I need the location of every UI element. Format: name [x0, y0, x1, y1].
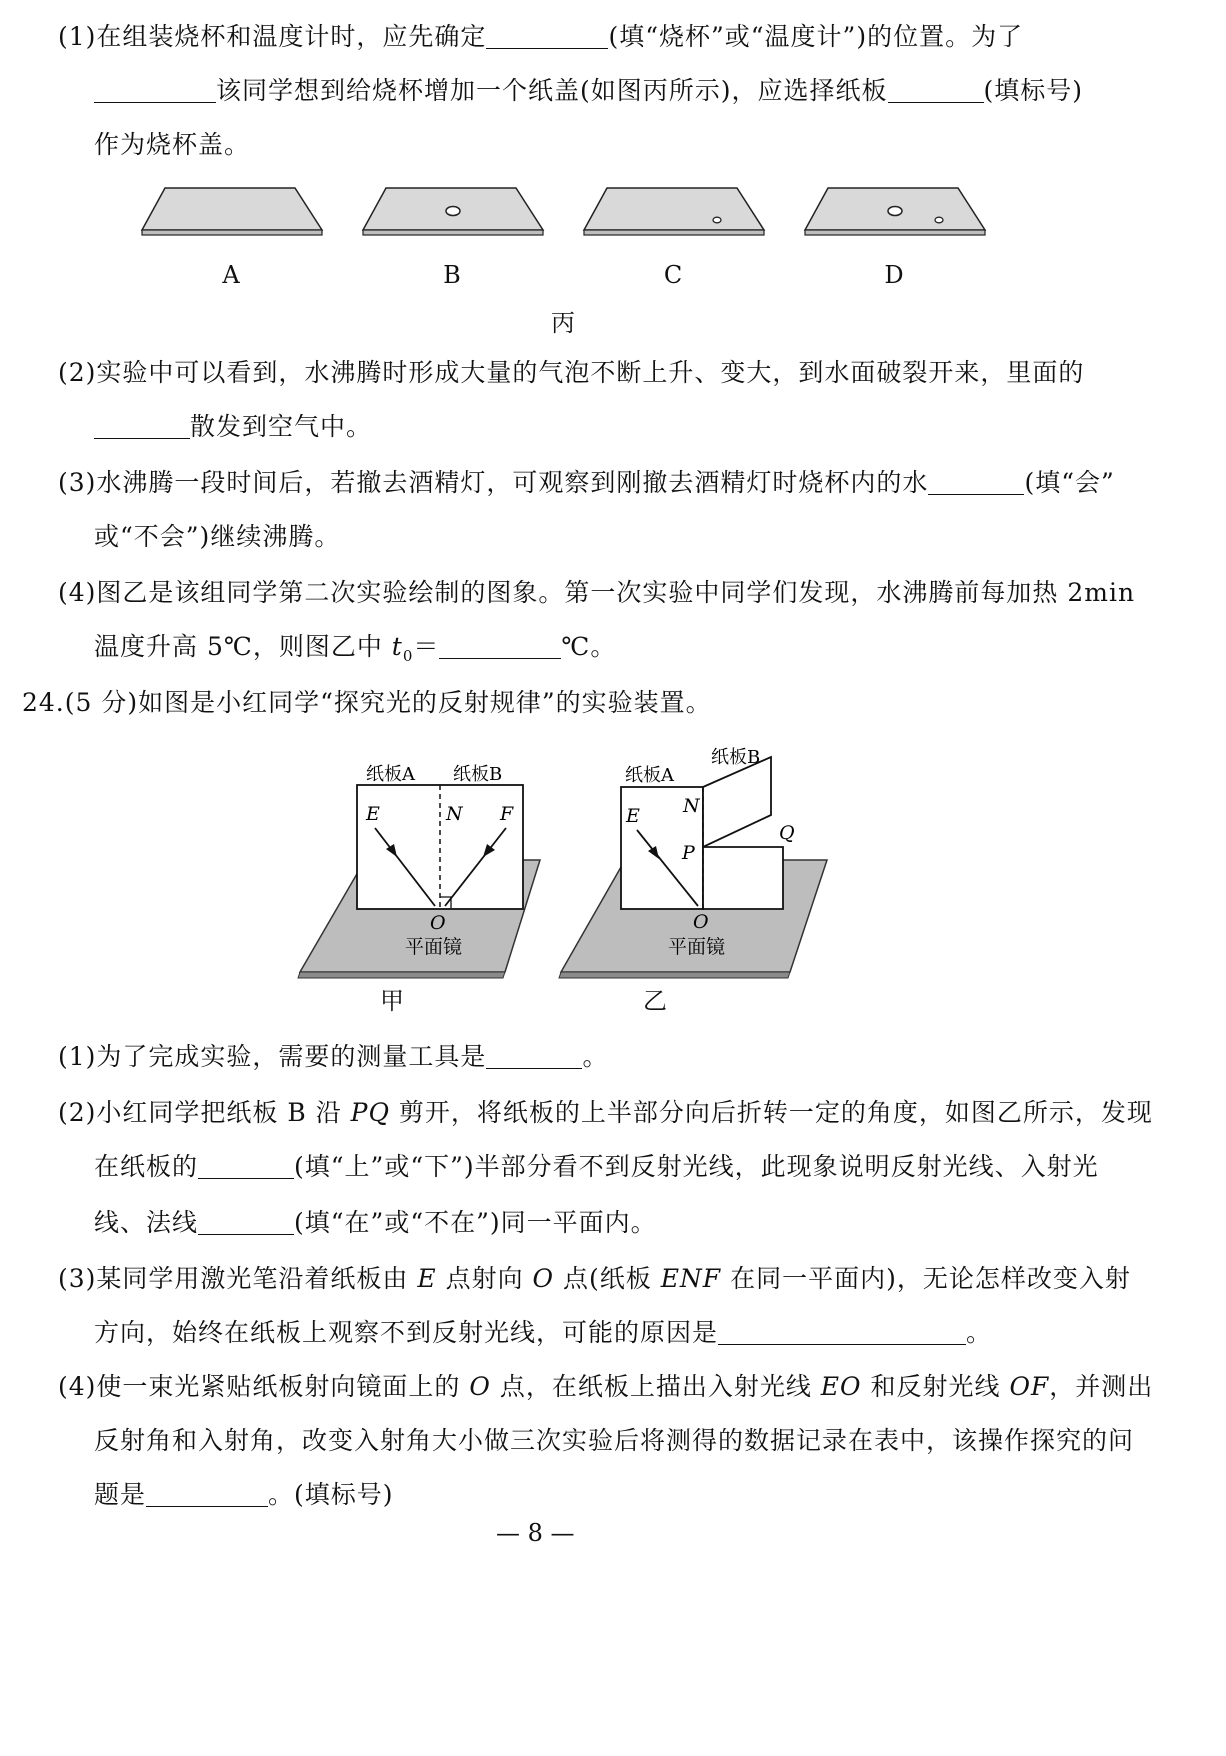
- q24-p1-text-b: 。: [582, 1042, 609, 1071]
- q24-p2-line1: [58, 1096, 1153, 1130]
- board-label-a: A: [222, 261, 240, 289]
- q24-p4-text-d: ，并测出: [1049, 1372, 1154, 1401]
- board-label-c: C: [663, 261, 683, 289]
- q23-p1-line2: [94, 74, 1083, 108]
- q24-p4-label: (4): [58, 1372, 97, 1401]
- board-b-upper-folded: [703, 757, 771, 847]
- q24-p2-text-d: (填“上”或“下”)半部分看不到反射光线，此现象说明反射光线、入射光: [294, 1152, 1099, 1181]
- of-symbol: OF: [1009, 1372, 1050, 1401]
- board-label-b: B: [443, 261, 461, 289]
- q23-p4-line1: [58, 576, 1135, 610]
- q24-p2-text-c: 在纸板的: [94, 1152, 199, 1181]
- q24-p1-text-a: 为了完成实验，需要的测量工具是: [96, 1042, 487, 1071]
- q24-p3-text-c: 点(纸板: [554, 1264, 661, 1293]
- q24-p3-text-a: 某同学用激光笔沿着纸板由: [96, 1264, 418, 1293]
- answer-blank[interactable]: [888, 76, 984, 103]
- q24-p3-line1: [58, 1262, 1131, 1296]
- q24-p4-line3: [94, 1478, 394, 1512]
- q23-p1-text-c: 该同学想到给烧杯增加一个纸盖(如图丙所示)，应选择纸板: [216, 76, 888, 105]
- q23-p4-text-c: ＝: [413, 632, 440, 661]
- q23-p4-line2: [94, 630, 616, 673]
- fig-yi-mirror-label: 平面镜: [668, 936, 726, 958]
- q23-p3-text-c: 或“不会”)继续沸腾。: [94, 522, 341, 551]
- q24-p4-text-b: 点，在纸板上描出入射光线: [490, 1372, 821, 1401]
- board-a: [142, 188, 322, 235]
- q23-p4-label: (4): [58, 578, 97, 607]
- q23-p2-text-b: 散发到空气中。: [190, 412, 373, 441]
- q23-p3-text-a: 水沸腾一段时间后，若撤去酒精灯，可观察到刚撤去酒精灯时烧杯内的水: [96, 468, 929, 497]
- q23-p1-text-d: (填标号): [983, 76, 1084, 105]
- fig-jia-label-n: N: [446, 803, 463, 825]
- t0-symbol: t: [391, 632, 403, 661]
- fig-jia-mirror-label: 平面镜: [405, 936, 463, 958]
- answer-blank[interactable]: [486, 22, 608, 49]
- answer-blank[interactable]: [198, 1208, 294, 1235]
- board-label-d: D: [884, 261, 904, 289]
- figure-bing-caption: 丙: [551, 309, 575, 337]
- figure-yi-caption: 乙: [643, 987, 667, 1015]
- answer-blank[interactable]: [198, 1152, 294, 1179]
- page-number: — 8 —: [496, 1519, 575, 1547]
- q24-p2-line3: [94, 1206, 657, 1240]
- answer-blank[interactable]: [94, 412, 190, 439]
- q24-p4-line2: [94, 1424, 1134, 1458]
- fig-jia-board-a-label: 纸板A: [366, 764, 415, 785]
- q23-p3-text-b: (填“会”: [1024, 468, 1115, 497]
- q24-p4-text-e: 反射角和入射角，改变入射角大小做三次实验后将测得的数据记录在表中，该操作探究的问: [94, 1426, 1135, 1455]
- q24-p2-text-e: 线、法线: [94, 1208, 199, 1237]
- q24-p3-text-f: 方向，始终在纸板上观察不到反射光线，可能的原因是: [94, 1318, 719, 1347]
- q23-p2-label: (2): [58, 358, 97, 387]
- fig-jia-board-b-label: 纸板B: [453, 764, 503, 785]
- q24-p3-text-b: 点射向: [436, 1264, 533, 1293]
- pq-symbol: PQ: [350, 1098, 390, 1127]
- figure-jia-reflection-setup: [290, 740, 580, 980]
- q24-p2-line2: [94, 1150, 1099, 1184]
- t0-subscript: 0: [402, 647, 414, 665]
- q24-p2-text-b: 剪开，将纸板的上半部分向后折转一定的角度，如图乙所示，发现: [389, 1098, 1153, 1127]
- fig-jia-label-e: E: [366, 803, 380, 825]
- answer-blank[interactable]: [486, 1042, 582, 1069]
- q23-p2-text-a: 实验中可以看到，水沸腾时形成大量的气泡不断上升、变大，到水面破裂开来，里面的: [96, 358, 1085, 387]
- answer-blank[interactable]: [146, 1480, 268, 1507]
- enf-symbol: ENF: [660, 1264, 722, 1293]
- board-b-lower-half: [703, 847, 783, 909]
- fig-jia-label-o: O: [430, 912, 446, 934]
- figure-yi-folded-board: [555, 735, 845, 985]
- q23-p4-text-b: 温度升高 5℃，则图乙中: [94, 632, 392, 661]
- q23-p1-text-b: (填“烧杯”或“温度计”)的位置。为了: [608, 22, 1024, 51]
- q24-p2-text-f: (填“在”或“不在”)同一平面内。: [294, 1208, 657, 1237]
- q23-p3-line1: [58, 466, 1115, 500]
- q24-header: 24.(5 分)如图是小红同学“探究光的反射规律”的实验装置。: [22, 688, 712, 717]
- q24-p3-line2: [94, 1316, 992, 1350]
- q23-p3-label: (3): [58, 468, 97, 497]
- fig-yi-label-e: E: [626, 805, 640, 827]
- q23-p1-line1: [58, 20, 1023, 54]
- fig-yi-board-b-label: 纸板B: [711, 747, 761, 768]
- q23-p4-text-d: ℃。: [561, 632, 617, 661]
- fig-yi-label-n: N: [683, 795, 700, 817]
- q24-p3-text-d: 在同一平面内)，无论怎样改变入射: [721, 1264, 1131, 1293]
- q24-p4-text-c: 和反射光线: [861, 1372, 1010, 1401]
- answer-blank[interactable]: [928, 468, 1024, 495]
- q23-p1-line3: [94, 128, 250, 162]
- answer-blank[interactable]: [718, 1318, 966, 1345]
- answer-blank[interactable]: [439, 632, 561, 659]
- q24-p1-line1: [58, 1040, 608, 1074]
- q24-p2-text-a: 小红同学把纸板 B 沿: [96, 1098, 351, 1127]
- q23-p4-text-a: 图乙是该组同学第二次实验绘制的图象。第一次实验中同学们发现，水沸腾前每加热 2min: [96, 578, 1136, 607]
- q23-p1-label: (1): [58, 22, 97, 51]
- q23-p1-text-e: 作为烧杯盖。: [94, 130, 251, 159]
- fig-yi-board-a-label: 纸板A: [625, 765, 674, 786]
- fig-jia-label-f: F: [500, 803, 514, 825]
- q23-p2-line1: [58, 356, 1084, 390]
- q24-p2-label: (2): [58, 1098, 97, 1127]
- q24-p4-text-a: 使一束光紧贴纸板射向镜面上的: [96, 1372, 470, 1401]
- o-symbol: O: [532, 1264, 555, 1293]
- q24-p4-text-g: 。(填标号): [268, 1480, 394, 1509]
- q23-p2-line2: [94, 410, 372, 444]
- q24-p3-text-g: 。: [966, 1318, 993, 1347]
- fig-yi-label-o: O: [693, 911, 709, 933]
- board-b[interactable]: [363, 188, 543, 235]
- board-c[interactable]: [584, 188, 764, 235]
- board-d[interactable]: [805, 188, 985, 235]
- figure-bing-paper-boards: [130, 180, 1030, 250]
- q24-p4-line1: [58, 1370, 1153, 1404]
- q23-p1-text-a: 在组装烧杯和温度计时，应先确定: [96, 22, 487, 51]
- eo-symbol: EO: [820, 1372, 862, 1401]
- o-symbol: O: [469, 1372, 491, 1401]
- answer-blank[interactable]: [94, 76, 216, 103]
- fig-yi-label-q: Q: [779, 822, 795, 844]
- figure-jia-caption: 甲: [380, 987, 404, 1015]
- q23-p3-line2: [94, 520, 340, 554]
- fig-yi-label-p: P: [682, 842, 695, 864]
- q24-p4-text-f: 题是: [94, 1480, 147, 1509]
- e-symbol: E: [417, 1264, 437, 1293]
- q24-p1-label: (1): [58, 1042, 97, 1071]
- q24-p3-label: (3): [58, 1264, 97, 1293]
